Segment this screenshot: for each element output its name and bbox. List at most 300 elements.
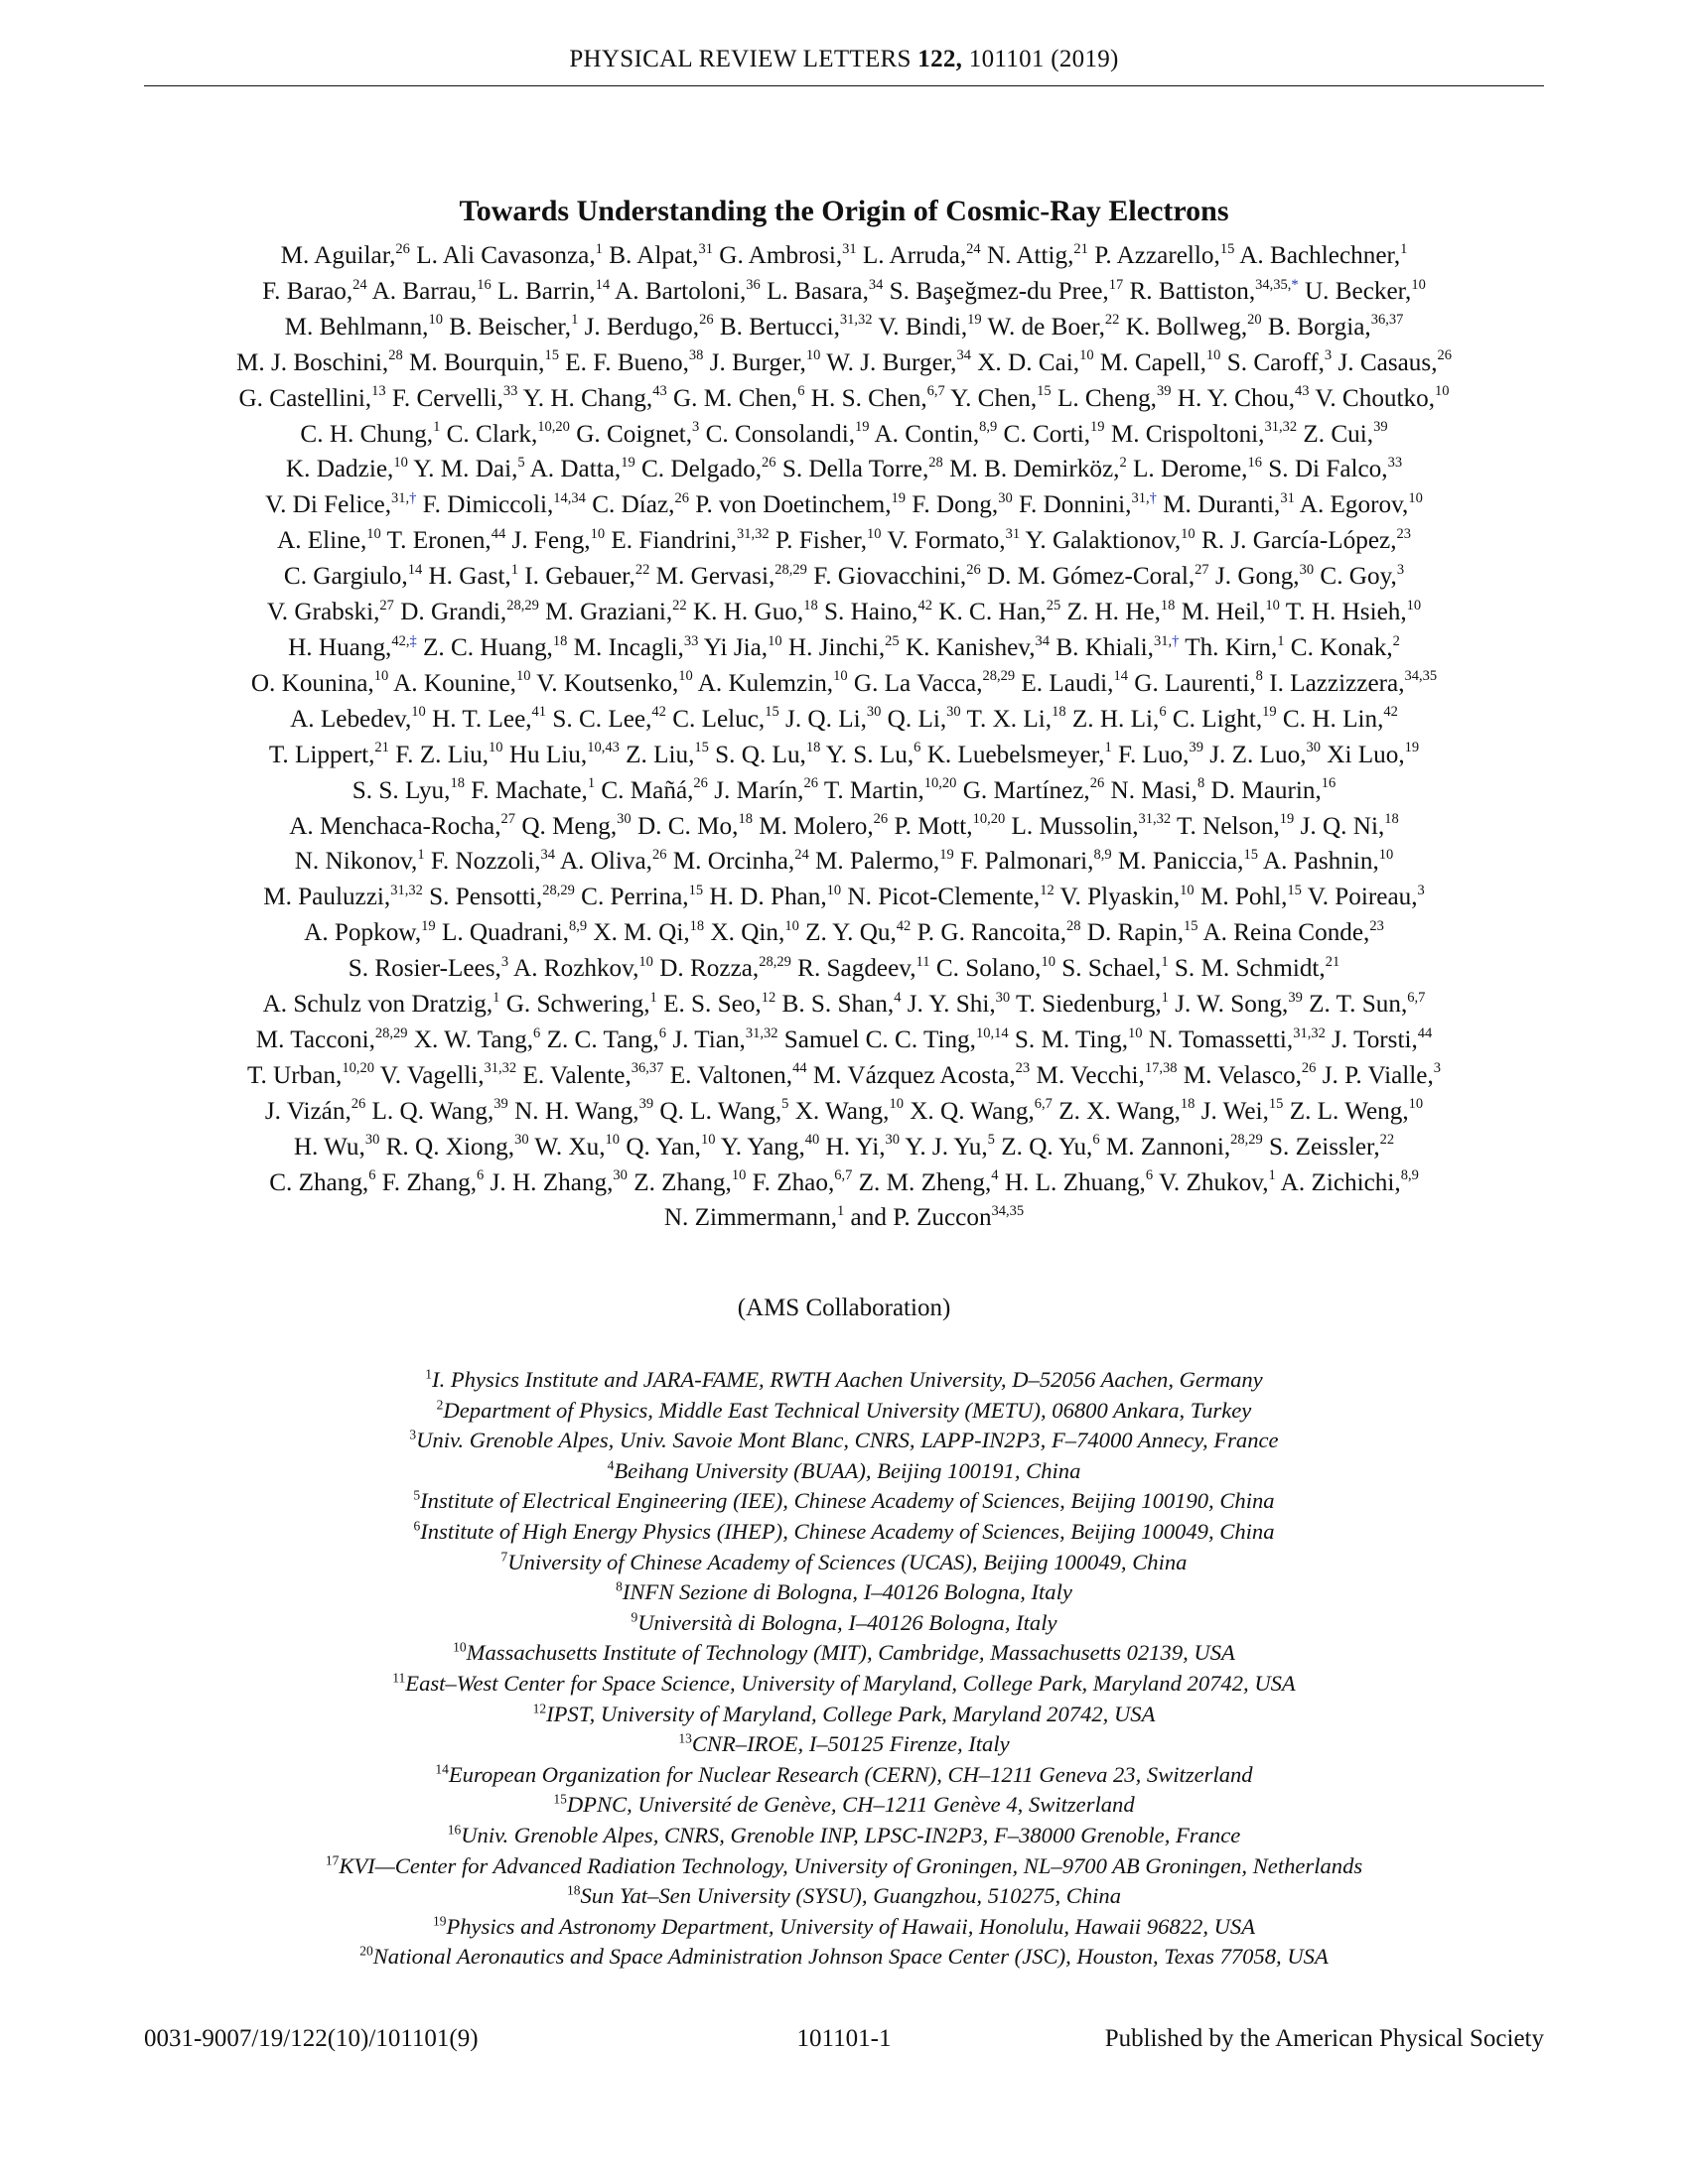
author-name: Z. H. Li, — [1071, 705, 1160, 733]
author — [1060, 884, 1195, 910]
author-affiliation-marker: 19 — [1279, 811, 1295, 828]
author — [698, 670, 848, 697]
affiliation-text: Sun Yat–Sen University (SYSU), Guangzhou, 510275, China — [580, 1883, 1122, 1909]
affiliation-number: 7 — [500, 1549, 508, 1565]
author-name: K. C. Han, — [938, 599, 1047, 626]
footnote-link[interactable]: † — [409, 489, 417, 506]
author-affiliation-marker: 1 — [571, 312, 579, 329]
author-line — [144, 595, 1544, 630]
author — [1159, 1169, 1276, 1196]
author — [1061, 955, 1168, 982]
author-name: M. Orcinha, — [672, 848, 795, 876]
author — [536, 670, 692, 697]
author-name: M. Zannoni, — [1105, 1133, 1231, 1160]
author-line — [144, 702, 1544, 738]
author-name: S. Schael, — [1061, 955, 1162, 983]
author-line — [144, 381, 1544, 417]
affiliation — [144, 1729, 1544, 1760]
author — [824, 777, 957, 804]
author-name: R. Battiston, — [1129, 277, 1256, 305]
author-affiliation-marker: 10 — [1406, 597, 1422, 614]
author-line — [144, 1023, 1544, 1058]
author-name: L. Arruda, — [862, 242, 967, 269]
author-affiliation-marker: 10,20 — [972, 811, 1006, 828]
author — [1016, 991, 1169, 1018]
author-affiliation-marker: 8,9 — [1093, 847, 1112, 864]
author — [938, 599, 1060, 625]
author-affiliation-marker: 18 — [689, 917, 705, 934]
author-affiliation-marker: 18 — [450, 775, 465, 792]
author-affiliation-marker: 11 — [915, 953, 930, 970]
author-affiliation-marker: 26 — [1089, 775, 1105, 792]
author-affiliation-marker: 19 — [891, 489, 907, 506]
author — [851, 1204, 1025, 1231]
author-affiliation-marker: 1 — [595, 240, 603, 257]
author — [987, 242, 1088, 269]
author — [1337, 349, 1452, 376]
author-name: T. X. Li, — [966, 705, 1053, 733]
footer-page-number: 101101-1 — [796, 2025, 892, 2052]
author-affiliation-marker: 16 — [477, 276, 492, 293]
author — [715, 742, 820, 768]
author-line — [144, 915, 1544, 951]
author-name: S. Di Falco, — [1268, 456, 1388, 483]
author — [1126, 314, 1262, 341]
author-name: J. Burger, — [709, 348, 806, 376]
author-affiliation-marker: 30 — [1306, 740, 1321, 756]
author-affiliation-marker: 10,20 — [537, 419, 570, 436]
affiliation-text: Univ. Grenoble Alpes, CNRS, Grenoble INP, LPSC-IN2P3, F–38000 Grenoble, France — [461, 1822, 1241, 1847]
author-name: M. Velasco, — [1183, 1061, 1302, 1089]
author-name: K. H. Guo, — [692, 599, 804, 626]
author-name: A. Eline, — [277, 527, 367, 555]
author — [497, 278, 610, 305]
author-affiliation-marker: 31 — [1005, 525, 1021, 542]
author-affiliation-marker: 31 — [1280, 489, 1295, 506]
author-affiliation-marker: 10 — [1408, 1096, 1424, 1113]
author-line — [144, 523, 1544, 559]
author-name: G. Coignet, — [576, 420, 693, 448]
author-name: F. Dong, — [912, 491, 999, 519]
affiliation-text: Univ. Grenoble Alpes, Univ. Savoie Mont Blanc, CNRS, LAPP-IN2P3, F–74000 Annecy, France — [416, 1428, 1279, 1453]
author-affiliation-marker: 39 — [493, 1096, 508, 1113]
affiliation-text: I. Physics Institute and JARA-FAME, RWTH Aachen University, D–52056 Aachen, Germany — [432, 1367, 1263, 1392]
author-affiliation-marker: 6,7 — [1034, 1096, 1053, 1113]
author — [552, 706, 666, 733]
author-affiliation-marker: 10 — [833, 668, 848, 685]
author-name: C. Konak, — [1290, 633, 1393, 661]
author-line — [144, 452, 1544, 487]
author-name: H. Huang, — [288, 633, 392, 661]
author-line — [144, 880, 1544, 915]
author-affiliation-marker: 39 — [1373, 419, 1388, 436]
author — [785, 706, 881, 733]
author-affiliation-marker: 39 — [1189, 740, 1203, 756]
affiliation — [144, 1517, 1544, 1548]
affiliation-number: 6 — [413, 1518, 421, 1534]
author-name: J. Q. Li, — [785, 705, 867, 733]
affiliation-number: 1 — [425, 1366, 433, 1382]
author-name: E. Laudi, — [1021, 669, 1114, 697]
author — [859, 1169, 999, 1196]
author-name: Samuel C. C. Ting, — [783, 1025, 976, 1053]
author-name: A. Barrau, — [371, 277, 478, 305]
author — [304, 919, 436, 946]
author-affiliation-marker: 1 — [492, 989, 500, 1006]
author-affiliation-marker: 1 — [1104, 740, 1112, 756]
author-name: T. Urban, — [246, 1061, 343, 1089]
author — [1163, 491, 1295, 518]
author-line — [144, 773, 1544, 809]
author-name: C. Delgado, — [640, 456, 763, 483]
author-name: B. Bertucci, — [719, 313, 840, 341]
author-affiliation-marker: 3 — [500, 953, 509, 970]
author-name: L. Derome, — [1133, 456, 1248, 483]
author-affiliation-marker: 15 — [1219, 240, 1235, 257]
author — [1202, 919, 1383, 946]
author-name: T. Martin, — [823, 776, 924, 804]
author-affiliation-marker: 31,† — [1153, 632, 1180, 649]
author-affiliation-marker: 10 — [678, 668, 693, 685]
author-affiliation-marker: 25 — [885, 632, 900, 649]
affiliation-number: 11 — [392, 1670, 406, 1686]
author — [963, 777, 1105, 804]
author-name: M. Palermo, — [815, 848, 940, 876]
author-name: V. Grabski, — [266, 599, 380, 626]
author-name: Yi Jia, — [703, 633, 769, 661]
author — [431, 848, 555, 875]
author-affiliation-marker: 10 — [590, 525, 606, 542]
author-name: A. Bartoloni, — [615, 277, 747, 305]
author-name: A. Lebedev, — [290, 705, 412, 733]
author-name: F. Zhang, — [381, 1168, 478, 1196]
author-name: Q. Meng, — [521, 812, 618, 840]
author — [428, 563, 518, 590]
author-name: Xi Luo, — [1327, 741, 1405, 768]
author-name: M. Bourquin, — [409, 348, 545, 376]
author-affiliation-marker: 26 — [351, 1096, 366, 1113]
author-name: C. Leluc, — [672, 705, 766, 733]
author-affiliation-marker: 28,29 — [1230, 1132, 1263, 1149]
author — [927, 742, 1112, 768]
author-affiliation-marker: 10 — [1041, 953, 1055, 970]
affiliation — [144, 1486, 1544, 1517]
author — [289, 813, 515, 840]
author — [775, 527, 882, 554]
author-name: T. H. Hsieh, — [1285, 599, 1407, 626]
author — [906, 634, 1050, 661]
author — [269, 742, 389, 768]
author-name: Y. Yang, — [720, 1133, 805, 1160]
author-name: D. Rozza, — [659, 955, 760, 983]
author — [236, 349, 403, 376]
author-name: J. P. Vialle, — [1322, 1061, 1434, 1089]
affiliation-number: 9 — [631, 1609, 638, 1625]
author-name: Z. X. Wang, — [1058, 1097, 1181, 1125]
author-affiliation-marker: 30 — [866, 704, 882, 721]
author-affiliation-marker: 18 — [1180, 1096, 1196, 1113]
affiliation-text: Institute of High Energy Physics (IHEP), Chinese Academy of Sciences, Beijing 100049, China — [420, 1518, 1275, 1544]
author-affiliation-marker: 31,32 — [737, 525, 770, 542]
author-name: F. Z. Liu, — [395, 741, 490, 768]
author-affiliation-marker: 15 — [1184, 917, 1198, 934]
author-affiliation-marker: 10 — [1408, 489, 1423, 506]
author — [710, 919, 798, 946]
author-affiliation-marker: 28 — [1066, 917, 1081, 934]
author-name: T. Nelson, — [1177, 812, 1280, 840]
author — [512, 527, 606, 554]
author-affiliation-marker: 19 — [967, 312, 982, 329]
author-affiliation-marker: 31,32 — [1293, 1024, 1326, 1041]
author-affiliation-marker: 36,37 — [631, 1060, 664, 1077]
author — [247, 1062, 374, 1089]
author-name: A. Schulz von Dratzig, — [262, 991, 493, 1019]
author-name: J. H. Zhang, — [490, 1168, 614, 1196]
author-affiliation-marker: 15 — [1268, 1096, 1284, 1113]
author-name: E. Fiandrini, — [611, 527, 738, 555]
author-affiliation-marker: 26 — [699, 312, 714, 329]
author — [449, 314, 578, 341]
author — [295, 848, 425, 875]
author — [265, 1098, 365, 1125]
author-affiliation-marker: 10 — [867, 525, 882, 542]
author-affiliation-marker: 23 — [1396, 525, 1411, 542]
author-name: V. Plyaskin, — [1059, 884, 1181, 911]
author-name: G. Ambrosi, — [719, 242, 843, 269]
author — [1268, 314, 1403, 341]
author-affiliation-marker: 30 — [364, 1132, 380, 1149]
author-name: B. Borgia, — [1267, 313, 1371, 341]
author — [530, 456, 635, 482]
author-name: A. Egorov, — [1299, 491, 1409, 519]
author-name: F. Palmonari, — [960, 848, 1094, 876]
author-name: H. S. Chen, — [810, 384, 927, 412]
author-name: X. Wang, — [794, 1097, 890, 1125]
author-affiliation-marker: 17,38 — [1144, 1060, 1178, 1077]
author-name: N. Nikonov, — [294, 848, 418, 876]
footnote-link[interactable]: † — [1172, 632, 1180, 649]
author-affiliation-marker: 42 — [896, 917, 912, 934]
author-name: S. Q. Lu, — [715, 741, 806, 768]
author — [894, 813, 1005, 840]
author-name: Q. L. Wang, — [659, 1097, 782, 1125]
author-affiliation-marker: 14 — [407, 561, 423, 578]
author — [826, 1134, 900, 1160]
author — [784, 1026, 1009, 1053]
author — [285, 314, 443, 341]
footnote-link[interactable]: † — [1149, 489, 1157, 506]
author-affiliation-marker: 28 — [928, 455, 943, 472]
author-affiliation-marker: 19 — [1404, 740, 1420, 756]
author-affiliation-marker: 30 — [946, 704, 961, 721]
affiliation-text: INFN Sezione di Bologna, I–40126 Bologna, Italy — [622, 1579, 1072, 1605]
author-name: Z. Y. Qu, — [805, 919, 897, 947]
author-name: A. Contin, — [874, 420, 980, 448]
author-affiliation-marker: 2 — [1392, 632, 1400, 649]
author-name: A. Pashnin, — [1262, 848, 1379, 876]
author — [874, 421, 997, 448]
author — [1209, 742, 1321, 768]
affiliation — [144, 1700, 1544, 1730]
author-name: E. F. Bueno, — [565, 348, 689, 376]
author-affiliation-marker: 4 — [991, 1167, 999, 1184]
author — [1308, 884, 1425, 910]
author — [795, 1098, 904, 1125]
author-affiliation-marker: 18 — [805, 740, 821, 756]
author-affiliation-marker: 6 — [658, 1024, 667, 1041]
author-name: G. Martínez, — [962, 776, 1090, 804]
author-name: S. Rosier-Lees, — [348, 955, 501, 983]
author-affiliation-marker: 3 — [1417, 882, 1425, 898]
journal-name: PHYSICAL REVIEW LETTERS — [569, 46, 912, 72]
author — [1036, 1062, 1177, 1089]
author-name: G. La Vacca, — [853, 669, 983, 697]
author-affiliation-marker: 24 — [966, 240, 981, 257]
author-name: C. Gargiulo, — [283, 563, 408, 591]
footnote-link[interactable]: * — [1291, 276, 1299, 293]
author-name: X. Q. Wang, — [910, 1097, 1035, 1125]
author-name: C. Perrina, — [581, 884, 689, 911]
author-affiliation-marker: 15 — [694, 740, 709, 756]
author-affiliation-marker: 30 — [995, 989, 1011, 1006]
author-name: C. Mañá, — [601, 776, 694, 804]
author — [714, 777, 818, 804]
footnote-link[interactable]: ‡ — [409, 632, 417, 649]
author-affiliation-marker: 38 — [688, 347, 704, 364]
author — [1173, 706, 1277, 733]
author-affiliation-marker: 6 — [477, 1167, 485, 1184]
author — [1201, 527, 1411, 554]
author — [1309, 991, 1425, 1018]
author-affiliation-marker: 15 — [765, 704, 779, 721]
author — [672, 1026, 777, 1053]
author-affiliation-marker: 15 — [1287, 882, 1302, 898]
author — [710, 349, 821, 376]
author-name: B. Beischer, — [449, 313, 572, 341]
author-name: A. Zichichi, — [1280, 1168, 1401, 1196]
author-affiliation-marker: 10 — [731, 1167, 747, 1184]
author-affiliation-marker: 10 — [1181, 525, 1196, 542]
author-affiliation-marker: 23 — [1369, 917, 1384, 934]
affiliation-text: IPST, University of Maryland, College Park, Maryland 20742, USA — [546, 1701, 1156, 1726]
author — [560, 848, 667, 875]
author — [950, 385, 1052, 412]
author-affiliation-marker: 18 — [803, 597, 818, 614]
affiliation — [144, 1456, 1544, 1487]
author — [788, 634, 900, 661]
author-name: F. Machate, — [471, 776, 588, 804]
author-affiliation-marker: 8 — [1196, 775, 1205, 792]
author-name: P. G. Rancoita, — [916, 919, 1066, 947]
author-name: G. Schwering, — [505, 991, 650, 1019]
affiliation — [144, 1638, 1544, 1669]
author-name: C. Díaz, — [592, 491, 675, 519]
author — [1005, 1169, 1153, 1196]
author — [1300, 491, 1423, 518]
author-name: N. Zimmermann, — [663, 1204, 837, 1232]
author — [395, 742, 502, 768]
author-affiliation-marker: 14,34 — [553, 489, 586, 506]
author-name: C. H. Chung, — [300, 420, 434, 448]
author-name: M. Aguilar, — [280, 242, 396, 269]
author — [1111, 421, 1297, 448]
author-affiliation-marker: 5 — [517, 455, 525, 472]
author-name: A. Bachlechner, — [1239, 242, 1401, 269]
author-line — [144, 1130, 1544, 1165]
author-affiliation-marker: 28,29 — [542, 882, 575, 898]
author-name: K. Dadzie, — [285, 456, 394, 483]
author — [1118, 742, 1203, 768]
author-affiliation-marker: 18 — [1160, 597, 1176, 614]
author — [917, 919, 1081, 946]
author-affiliation-marker: 10 — [605, 1132, 621, 1149]
author — [633, 1169, 746, 1196]
author-affiliation-marker: 1 — [587, 775, 596, 792]
author-affiliation-marker: 1 — [1268, 1167, 1276, 1184]
author-name: Y. M. Dai, — [413, 456, 518, 483]
author-affiliation-marker: 4 — [894, 989, 902, 1006]
author — [1320, 563, 1404, 590]
author — [797, 955, 929, 982]
author — [1315, 385, 1449, 412]
author-name: M. Molero, — [759, 812, 874, 840]
author-name: H. Jinchi, — [787, 633, 886, 661]
author-affiliation-marker: 43 — [1295, 383, 1310, 400]
author — [262, 278, 367, 305]
author — [672, 706, 779, 733]
author — [1025, 527, 1195, 554]
author-affiliation-marker: 26 — [395, 240, 410, 257]
author — [1332, 1026, 1432, 1053]
author-name: K. Luebelsmeyer, — [926, 741, 1105, 768]
author-affiliation-marker: 6 — [797, 383, 805, 400]
author-affiliation-marker: 10 — [411, 704, 426, 721]
author — [414, 1026, 540, 1053]
author-name: O. Kounina, — [250, 669, 374, 697]
author-name: A. Rozhkov, — [513, 955, 639, 983]
author-name: M. Paniccia, — [1117, 848, 1244, 876]
author-name: H. Wu, — [293, 1133, 365, 1160]
author — [1239, 242, 1407, 269]
author-name: J. Q. Ni, — [1300, 812, 1385, 840]
affiliation-text: University of Chinese Academy of Sciences (UCAS), Beijing 100049, China — [507, 1549, 1188, 1574]
author-affiliation-marker: 34,35 — [1404, 668, 1438, 685]
author-name: A. Kulemzin, — [697, 669, 834, 697]
author-affiliation-marker: 10 — [428, 312, 443, 329]
author-name: J. W. Song, — [1175, 991, 1289, 1019]
author-affiliation-marker: 39 — [1288, 989, 1303, 1006]
author — [782, 456, 943, 482]
author-affiliation-marker: 31,† — [1131, 489, 1157, 506]
author-affiliation-marker: 31 — [698, 240, 713, 257]
author-affiliation-marker: 8 — [1255, 668, 1263, 685]
author-affiliation-marker: 10 — [1205, 347, 1221, 364]
author — [423, 634, 567, 661]
author-affiliation-marker: 14 — [1113, 668, 1128, 685]
author-affiliation-marker: 31,32 — [1138, 811, 1172, 828]
author — [1327, 742, 1419, 768]
author-name: M. Heil, — [1181, 599, 1266, 626]
author — [1211, 777, 1336, 804]
author-affiliation-marker: 10 — [1378, 847, 1394, 864]
author — [523, 385, 667, 412]
author — [1201, 1098, 1284, 1125]
affiliation-text: CNR–IROE, I–50125 Firenze, Italy — [691, 1731, 1010, 1757]
author-name: C. Light, — [1172, 705, 1263, 733]
author-name: P. Mott, — [894, 812, 973, 840]
author-name: E. Valtonen, — [669, 1061, 793, 1089]
author-affiliation-marker: 26 — [966, 561, 981, 578]
